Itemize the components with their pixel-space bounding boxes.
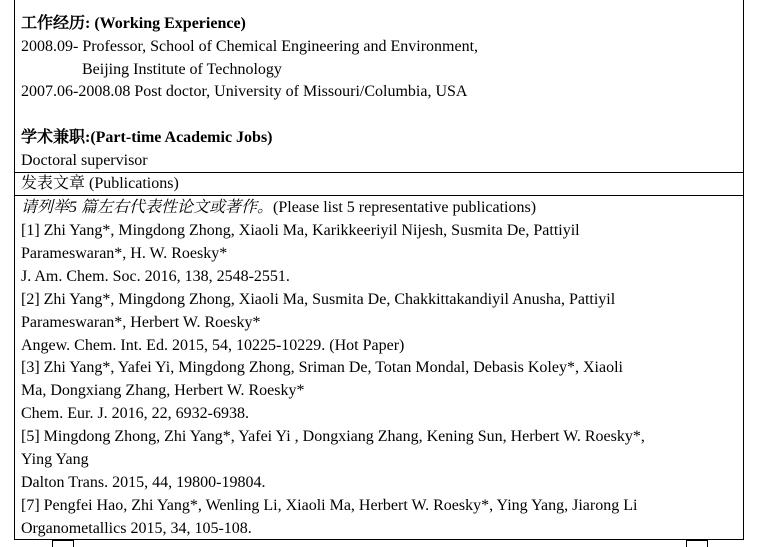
academic-job-item: Doctoral supervisor (21, 152, 148, 169)
work-entry-1-line-2: Beijing Institute of Technology (82, 61, 282, 78)
publication-line: [1] Zhi Yang*, Mingdong Zhong, Xiaoli Ma, Karikkeeriyil Nijesh, Susmita De, Pattiyil (21, 222, 580, 239)
publication-line: [5] Mingdong Zhong, Zhi Yang*, Yafei Yi , Dongxiang Zhang, Kening Sun, Herbert W. Roesky*, (21, 428, 645, 445)
academic-jobs-heading: 学术兼职:(Part-time Academic Jobs) (21, 129, 273, 146)
document-table (14, 0, 744, 540)
publication-line: J. Am. Chem. Soc. 2016, 138, 2548-2551. (21, 268, 290, 285)
publication-line: [2] Zhi Yang*, Mingdong Zhong, Xiaoli Ma, Susmita De, Chakkittakandiyil Anusha, Pattiyil (21, 291, 616, 308)
publication-line: Angew. Chem. Int. Ed. 2015, 54, 10225-10229. (Hot Paper) (21, 337, 405, 354)
publication-line: Chem. Eur. J. 2016, 22, 6932-6938. (21, 405, 249, 422)
publication-line: [7] Pengfei Hao, Zhi Yang*, Wenling Li, Xiaoli Ma, Herbert W. Roesky*, Ying Yang, Jiarong Li (21, 497, 638, 514)
publications-heading: 发表文章 (Publications) (21, 175, 179, 192)
publication-line: Parameswaran*, Herbert W. Roesky* (21, 314, 261, 331)
publication-line: Dalton Trans. 2015, 44, 19800-19804. (21, 474, 266, 491)
publications-instruction (21, 196, 536, 219)
work-experience-heading: 工作经历: (Working Experience) (21, 15, 246, 32)
publication-line: Parameswaran*, H. W. Roesky* (21, 245, 228, 262)
bottom-edge-mark-left (52, 540, 74, 547)
work-entry-2: 2007.06-2008.08 Post doctor, University of Missouri/Columbia, USA (21, 83, 468, 100)
publication-line: Ma, Dongxiang Zhang, Herbert W. Roesky* (21, 382, 305, 399)
publication-line: [3] Zhi Yang*, Yafei Yi, Mingdong Zhong, Sriman De, Totan Mondal, Debasis Koley*, Xiaoli (21, 359, 623, 376)
instruction-en: (Please list 5 representative publications) (273, 199, 537, 216)
work-entry-1-line-1: 2008.09- Professor, School of Chemical Engineering and Environment, (21, 38, 479, 55)
instruction-cn: 请列举5 篇左右代表性论文或著作。 (21, 199, 274, 216)
publication-line: Ying Yang (21, 451, 89, 468)
publication-line: Organometallics 2015, 34, 105-108. (21, 520, 252, 537)
bottom-edge-mark-right (686, 540, 708, 547)
